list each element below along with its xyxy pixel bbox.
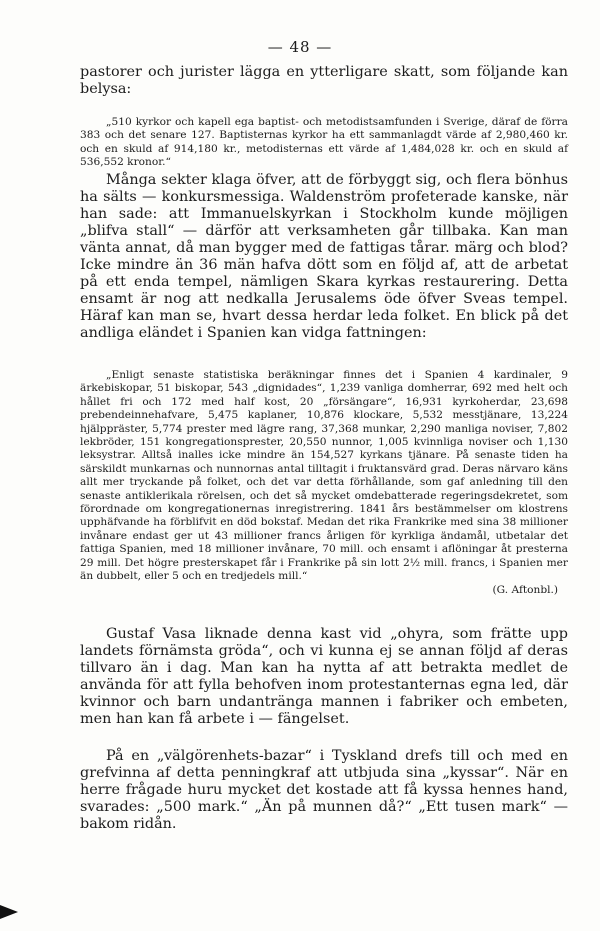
- quote-spain-block: [80, 369, 568, 597]
- edge-mark: [0, 905, 18, 919]
- paragraph-bazaar: På en „välgörenhets-bazar“ i Tyskland drefs till och med en grefvinna af detta penningkraf att utbjuda sina „kyssar“. När en herre frågade huru mycket det kostade att få kyssa hennes hand, svarades: „500 mark.“ „Än på munnen då?“ „Ett tusen mark“ — bakom ridån.: [80, 748, 568, 832]
- paragraph-sects: Många sekter klaga öfver, att de förbyggt sig, och flera bönhus ha sälts — konkursmessiga. Waldenström profeterade kanske, när han sade: att Immanuelskyrkan i Stockholm kunde möjligen „blifva stall“ — därför att verksamheten går tillbaka. Kan man vänta annat, då man bygger med de fattigas tårar. märg och blod? Icke mindre än 36 män hafva dött som en följd af, att de arbetat på ett enda tempel, nämligen Skara kyrkas restaurering. Detta ensamt är nog att nedkalla Jerusalems öde öfver Sveas tempel. Häraf kan man se, hvart dessa herdar leda folket. En blick på det andliga eländet i Spanien kan vidga fattningen:: [80, 172, 568, 341]
- quote-spain-text: „Enligt senaste statistiska beräkningar finnes det i Spanien 4 kardinaler, 9 ärkebiskopar, 51 biskopar, 543 „dignidades“, 1,239 vanliga domherrar, 692 med helt och hållet fri och 172 med half kost, 20 „försängare“, 16,931 kyrkoherdar, 23,698 prebendeinnehafvare, 5,475 kaplaner, 10,876 klockare, 5,532 messtjänare, 13,224 hjälppräster, 5,774 prester med lägre rang, 37,368 munkar, 2,290 manliga noviser, 7,802 lekbröder, 151 kongregationsprester, 20,550 nunnor, 1,005 kvinnliga noviser och 1,130 leksystrar. Alltså inalles icke mindre än 154,527 kyrkans tjänare. På senaste tiden ha särskildt munkarnas och nunnornas antal tilltagit i fruktansvärd grad. Deras närvaro käns allt mer tryckande på folket, och det var detta förhållande, som gaf anledning till den senaste antiklerikala rörelsen, och det så mycket omdebatterade regeringsdekretet, som förordnade om kongregationernas inregistrering. 1841 års bestämmelser om klostrens upphäfvande ha förblifvit en död bokstaf. Medan det rika Frankrike med sina 38 millioner invånare endast ger ut 43 millioner francs årligen för kyrkliga ändamål, utbetalar det fattiga Spanien, med 18 millioner invånare, 70 mill. och ensamt i aflöningar åt presterna 29 mill. Det högre presterskapet får i Frankrike på sin lott 2½ mill. francs, i Spanien mer än dubbelt, eller 5 och en tredjedels mill.“: [80, 369, 568, 583]
- quote-baptists: „510 kyrkor och kapell ega baptist- och metodistsamfunden i Sverige, däraf de förra 383 och det senare 127. Baptisternas kyrkor ha ett sammanlagdt värde af 2,980,460 kr. och en skuld af 914,180 kr., metodisternas ett värde af 1,484,028 kr. och en skuld af 536,552 kronor.“: [80, 116, 568, 169]
- page-number: — 48 —: [267, 38, 333, 56]
- paragraph-vasa: Gustaf Vasa liknade denna kast vid „ohyra, som frätte upp landets förnämsta gröda“, och vi kunna ej se annan följd af deras tillvaro än i dag. Man kan ha nytta af att betrakta medlet de använda för att fylla behofven inom protestanternas egna led, där kvinnor och barn undantränga mannen i fabriker och embeten, men han kan få arbete i — fängelset.: [80, 626, 568, 727]
- intro-paragraph: pastorer och jurister lägga en ytterligare skatt, som följande kan belysa:: [80, 64, 568, 97]
- quote-attribution: (G. Aftonbl.): [492, 583, 558, 596]
